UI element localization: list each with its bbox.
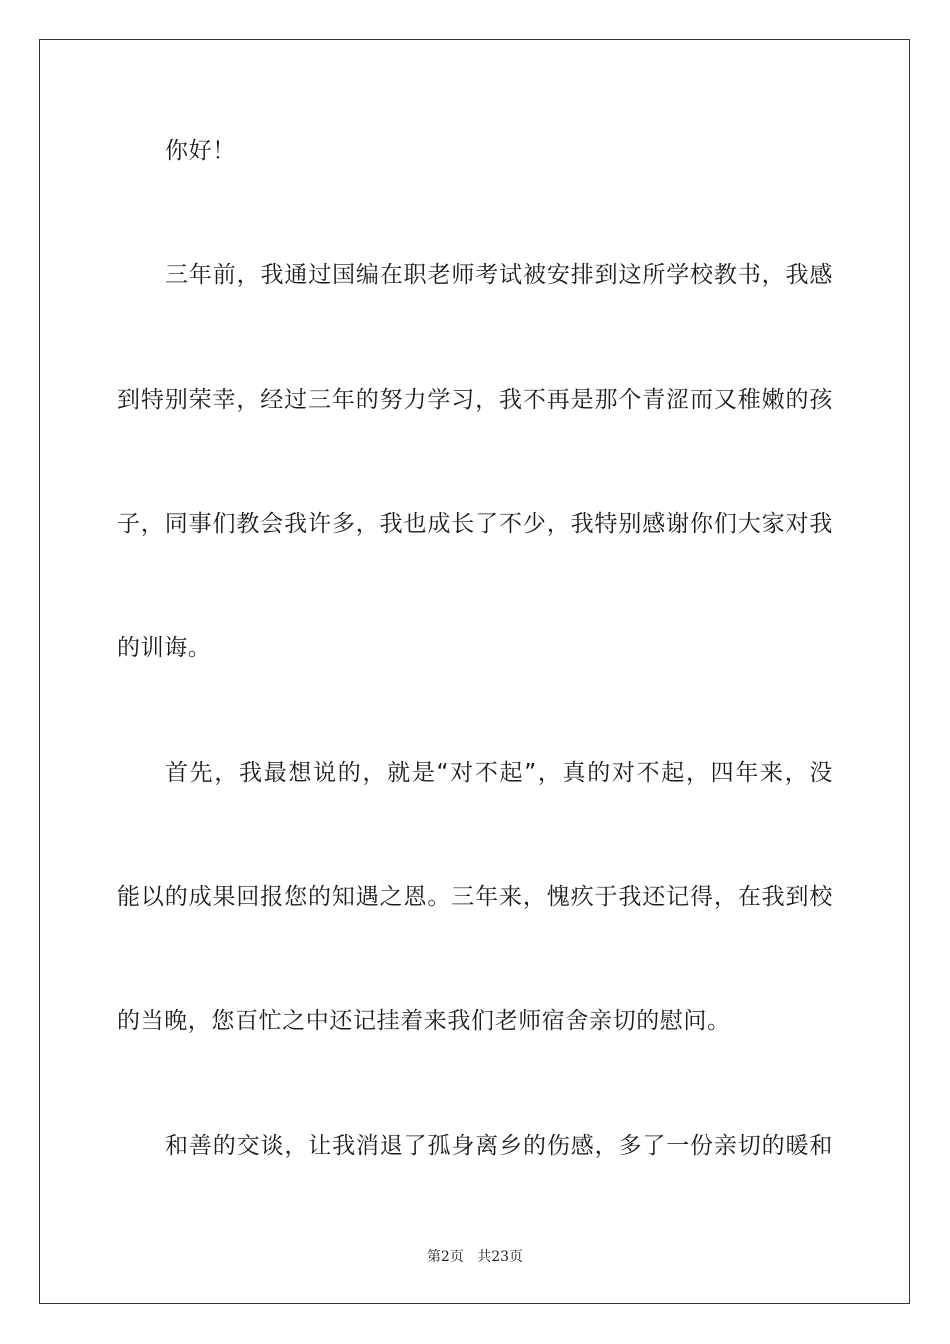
- page-number: 第2页: [426, 1249, 464, 1265]
- paragraph-line: 和善的交谈，让我消退了孤身离乡的伤感，多了一份亲切的暖和: [165, 1133, 833, 1159]
- greeting-line: 你好！: [165, 138, 236, 164]
- paragraph-line: 首先，我最想说的，就是“对不起”，真的对不起，四年来，没: [165, 760, 833, 786]
- paragraph-line: 子，同事们教会我许多，我也成长了不少，我特别感谢你们大家对我: [117, 511, 833, 537]
- paragraph-line: 到特别荣幸，经过三年的努力学习，我不再是那个青涩而又稚嫩的孩: [117, 387, 833, 413]
- paragraph-line: 的当晚，您百忙之中还记挂着来我们老师宿舍亲切的慰问。: [117, 1008, 731, 1034]
- page-total: 共23页: [477, 1249, 524, 1265]
- page-border: [39, 39, 910, 1304]
- page-footer: [0, 1248, 950, 1266]
- paragraph-line: 的训诲。: [117, 635, 212, 661]
- paragraph-line: 能以的成果回报您的知遇之恩。三年来，愧疚于我还记得，在我到校: [117, 884, 833, 910]
- paragraph-line: 三年前，我通过国编在职老师考试被安排到这所学校教书，我感: [165, 262, 833, 288]
